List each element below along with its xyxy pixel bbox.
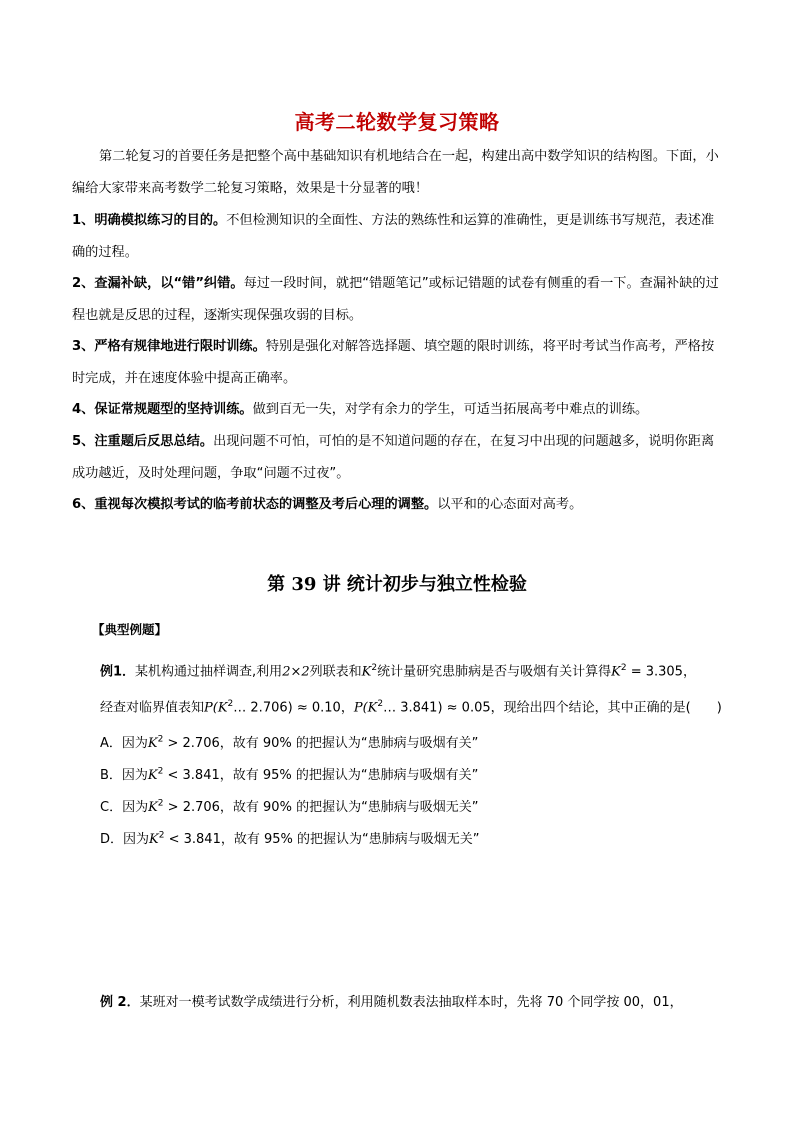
option-a: A．因为$K^2 > 2.706$，故有 90% 的把握认为“患肺病与吸烟有关” [100,734,479,751]
intro-paragraph: 第二轮复习的首要任务是把整个高中基础知识有机地结合在一起，构建出高中数学知识的结构图。下面，小编给大家带来高考数学二轮复习策略，效果是十分显著的哦！ [72,149,719,196]
strategy-point-5 [72,426,724,489]
math-expr: 2×2 [282,664,310,680]
option-label: B．因为 [100,768,148,783]
option-math: > 2.706 [163,736,220,751]
strategy-point-4 [72,394,724,426]
lecture-title: 第 39 讲 统计初步与独立性检验 [267,574,527,595]
point-body: 做到百无一失，对学有余力的学生，可适当拓展高考中难点的训练。 [252,402,649,417]
option-label: D．因为 [100,832,150,847]
point-heading: 4、保证常规题型的坚持训练。 [72,402,253,417]
strategy-point-3 [72,331,724,394]
option-c: C．因为$K^2 > 2.706$，故有 90% 的把握认为“患肺病与吸烟无关” [100,798,479,815]
question-text: 经查对临界值表知 [100,700,205,716]
point-body: 不但检测知识的全面性、方法的熟练性和运算的准确性，更是训练书写规范，表述准确的过程。 [72,213,715,260]
point-heading: 3、严格有规律地进行限时训练。 [72,339,266,354]
math-k: K [361,664,372,680]
math-prob: P(K [204,700,228,716]
option-text: ，故有 95% 的把握认为“患肺病与吸烟无关” [220,832,480,847]
math-value: = 3.305 [626,664,683,680]
option-d: D．因为$K^2 < 3.841$，故有 95% 的把握认为“患肺病与吸烟无关” [100,830,480,847]
option-b: B．因为$K^2 < 3.841$，故有 95% 的把握认为“患肺病与吸烟有关” [100,766,479,783]
typical-examples-label: 【典型例题】 [92,622,168,637]
option-math: > 2.706 [163,800,220,815]
question-text: 统计量研究患肺病是否与吸烟有关计算得 [377,664,612,680]
question-text: 某机构通过抽样调查,利用 [135,664,283,680]
math-prob-rest: … 2.706) ≈ 0.10 [233,700,341,716]
math-k: K [611,664,621,680]
example-2-question [100,986,730,1019]
strategy-point-6 [72,489,724,521]
point-body: 每过一段时间，就把“错题笔记”或标记错题的试卷有侧重的看一下。查漏补缺的过程也就是反思的过程，逐渐实现保强攻弱的目标。 [72,276,719,323]
question-text: 某班对一模考试数学成绩进行分析，利用随机数表法抽取样本时，先将 70 个同学按 00，01， [139,995,683,1010]
question-text: ，现给出四个结论，其中正确的是( ) [490,700,722,716]
strategy-point-2 [72,268,724,331]
point-heading: 2、查漏补缺，以“错”纠错。 [72,276,244,291]
option-text: ，故有 90% 的把握认为“患肺病与吸烟有关” [219,736,479,751]
option-math: < 3.841 [163,768,220,783]
point-body: 出现问题不可怕，可怕的是不知道问题的存在，在复习中出现的问题越多，说明你距离成功越近，及时处理问题，争取“问题不过夜”。 [72,434,715,481]
math-prob-rest: … 3.841) ≈ 0.05 [383,700,491,716]
option-text: ，故有 90% 的把握认为“患肺病与吸烟无关” [219,800,479,815]
math-prob: P(K [353,700,378,716]
point-body: 以平和的心态面对高考。 [437,497,583,512]
strategy-point-1 [72,205,724,268]
option-text: ，故有 95% 的把握认为“患肺病与吸烟有关” [219,768,479,783]
option-label: C．因为 [100,800,149,815]
option-label: A．因为 [100,736,148,751]
question-text: 列联表和 [309,664,362,680]
example-number: 例 2． [100,995,140,1010]
example-1-question: 例1．某机构通过抽样调查,利用2×2列联表和$K^2$统计量研究患肺病是否与吸烟有关计算得$K^2 = 3.305$， 经查对临界值表知$P(K^2\dots$ 2.706) ≈ 0.10，$P(K^2\dots$ 3.841) ≈ 0.05，现给出四个结论，其中正确的是( ) [100,663,722,716]
option-math: < 3.841 [164,832,221,847]
point-heading: 1、明确模拟练习的目的。 [72,213,227,228]
punct: ， [340,700,354,716]
point-heading: 6、重视每次模拟考试的临考前状态的调整及考后心理的调整。 [72,497,438,512]
document-title: 高考二轮数学复习策略 [294,110,500,134]
point-heading: 5、注重题后反思总结。 [72,434,214,449]
point-body: 特别是强化对解答选择题、填空题的限时训练，将平时考试当作高考，严格按时完成，并在速度体验中提高正确率。 [72,339,715,386]
example-number: 例1． [100,664,136,680]
punct: ， [682,664,696,680]
